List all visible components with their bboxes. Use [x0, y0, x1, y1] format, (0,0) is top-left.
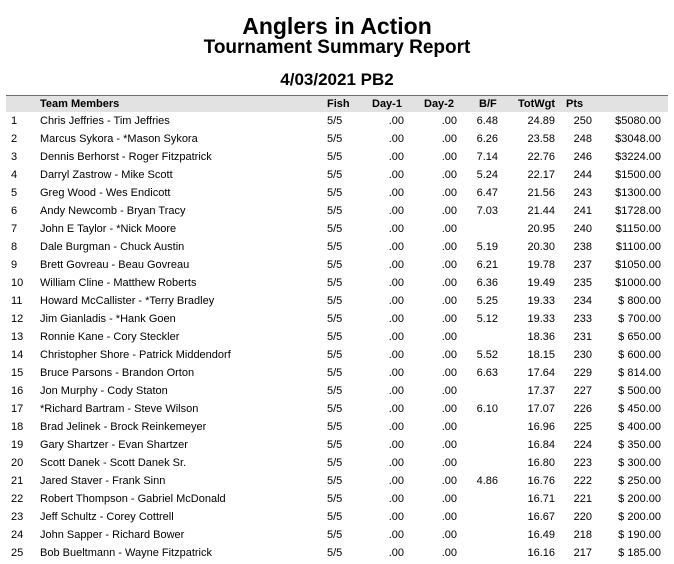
big-fish-cell: 5.52 — [476, 349, 498, 361]
total-weight-cell: 17.07 — [527, 403, 555, 415]
fish-cell: 5/5 — [327, 403, 343, 415]
team-members-cell: Jon Murphy - Cody Staton — [40, 385, 168, 397]
fish-cell: 5/5 — [327, 277, 343, 289]
table-row — [0, 238, 674, 256]
big-fish-cell: 6.36 — [476, 277, 498, 289]
rank-cell: 21 — [11, 475, 24, 487]
rank-cell: 9 — [11, 259, 18, 271]
points-cell: 237 — [573, 259, 592, 271]
winnings-cell: $1150.00 — [615, 223, 661, 235]
big-fish-cell: 5.12 — [476, 313, 498, 325]
table-row — [0, 256, 674, 274]
team-members-cell: Christopher Shore - Patrick Middendorf — [40, 349, 231, 361]
day1-cell: .00 — [388, 151, 404, 163]
day2-cell: .00 — [441, 259, 457, 271]
table-row — [0, 418, 674, 436]
total-weight-cell: 21.56 — [527, 187, 555, 199]
rank-cell: 12 — [11, 313, 24, 325]
rank-cell: 18 — [11, 421, 24, 433]
day2-cell: .00 — [441, 511, 457, 523]
rank-cell: 10 — [11, 277, 24, 289]
day2-cell: .00 — [441, 115, 457, 127]
table-row — [0, 220, 674, 238]
winnings-cell: $ 500.00 — [618, 385, 661, 397]
day2-cell: .00 — [441, 223, 457, 235]
total-weight-cell: 19.78 — [527, 259, 555, 271]
big-fish-cell: 5.25 — [476, 295, 498, 307]
winnings-cell: $ 200.00 — [618, 493, 661, 505]
day1-cell: .00 — [388, 277, 404, 289]
table-row — [0, 400, 674, 418]
total-weight-cell: 20.30 — [527, 241, 555, 253]
table-row — [0, 490, 674, 508]
fish-cell: 5/5 — [327, 313, 343, 325]
day1-cell: .00 — [388, 403, 404, 415]
day1-cell: .00 — [388, 169, 404, 181]
fish-cell: 5/5 — [327, 259, 343, 271]
winnings-cell: $1100.00 — [615, 241, 661, 253]
rank-cell: 23 — [11, 511, 24, 523]
total-weight-cell: 17.64 — [527, 367, 555, 379]
rank-cell: 25 — [11, 547, 24, 559]
fish-cell: 5/5 — [327, 475, 343, 487]
team-members-cell: William Cline - Matthew Roberts — [40, 277, 197, 289]
day1-cell: .00 — [388, 511, 404, 523]
rank-cell: 5 — [11, 187, 18, 199]
day1-cell: .00 — [388, 385, 404, 397]
points-cell: 221 — [573, 493, 592, 505]
total-weight-cell: 23.58 — [527, 133, 555, 145]
table-row — [0, 526, 674, 544]
team-members-cell: Jared Staver - Frank Sinn — [40, 475, 166, 487]
fish-cell: 5/5 — [327, 133, 343, 145]
winnings-cell: $ 350.00 — [618, 439, 661, 451]
points-cell: 248 — [573, 133, 592, 145]
team-members-cell: Jeff Schultz - Corey Cottrell — [40, 511, 174, 523]
table-row — [0, 130, 674, 148]
day2-cell: .00 — [441, 475, 457, 487]
big-fish-cell: 6.21 — [476, 259, 498, 271]
winnings-cell: $ 200.00 — [618, 511, 661, 523]
team-members-cell: Howard McCallister - *Terry Bradley — [40, 295, 215, 307]
points-cell: 235 — [573, 277, 592, 289]
header-team: Team Members — [40, 98, 120, 110]
header-fish: Fish — [327, 98, 350, 110]
points-cell: 223 — [573, 457, 592, 469]
table-row — [0, 274, 674, 292]
report-title: Anglers in Action — [242, 13, 432, 39]
day2-cell: .00 — [441, 295, 457, 307]
winnings-cell: $3224.00 — [615, 151, 661, 163]
table-row — [0, 292, 674, 310]
table-row — [0, 148, 674, 166]
fish-cell: 5/5 — [327, 439, 343, 451]
fish-cell: 5/5 — [327, 295, 343, 307]
day1-cell: .00 — [388, 529, 404, 541]
header-day2: Day-2 — [424, 98, 454, 110]
day2-cell: .00 — [441, 403, 457, 415]
total-weight-cell: 19.49 — [527, 277, 555, 289]
day1-cell: .00 — [388, 259, 404, 271]
rank-cell: 17 — [11, 403, 24, 415]
team-members-cell: Andy Newcomb - Bryan Tracy — [40, 205, 186, 217]
day2-cell: .00 — [441, 421, 457, 433]
points-cell: 222 — [573, 475, 592, 487]
header-pts: Pts — [566, 98, 584, 110]
winnings-cell: $ 600.00 — [618, 349, 661, 361]
day2-cell: .00 — [441, 529, 457, 541]
team-members-cell: Scott Danek - Scott Danek Sr. — [40, 457, 187, 469]
header-totwgt: TotWgt — [518, 98, 556, 110]
team-members-cell: Bruce Parsons - Brandon Orton — [40, 367, 195, 379]
points-cell: 240 — [573, 223, 592, 235]
rank-cell: 24 — [11, 529, 24, 541]
day1-cell: .00 — [388, 295, 404, 307]
day2-cell: .00 — [441, 277, 457, 289]
rank-cell: 16 — [11, 385, 24, 397]
big-fish-cell: 6.10 — [476, 403, 498, 415]
big-fish-cell: 6.26 — [476, 133, 498, 145]
team-members-cell: Bob Bueltmann - Wayne Fitzpatrick — [40, 547, 212, 559]
rank-cell: 13 — [11, 331, 24, 343]
fish-cell: 5/5 — [327, 151, 343, 163]
total-weight-cell: 19.33 — [527, 313, 555, 325]
header-day1: Day-1 — [372, 98, 402, 110]
report-subtitle: Tournament Summary Report — [203, 37, 471, 58]
day2-cell: .00 — [441, 169, 457, 181]
total-weight-cell: 20.95 — [527, 223, 555, 235]
day2-cell: .00 — [441, 241, 457, 253]
day1-cell: .00 — [388, 367, 404, 379]
rank-cell: 3 — [11, 151, 18, 163]
points-cell: 217 — [573, 547, 592, 559]
table-row — [0, 184, 674, 202]
day2-cell: .00 — [441, 187, 457, 199]
rank-cell: 4 — [11, 169, 18, 181]
table-row — [0, 202, 674, 220]
table-row — [0, 328, 674, 346]
winnings-cell: $ 400.00 — [618, 421, 661, 433]
rank-cell: 22 — [11, 493, 24, 505]
points-cell: 218 — [573, 529, 592, 541]
fish-cell: 5/5 — [327, 331, 343, 343]
rank-cell: 7 — [11, 223, 18, 235]
table-row — [0, 508, 674, 526]
winnings-cell: $ 700.00 — [618, 313, 661, 325]
winnings-cell: $ 250.00 — [618, 475, 661, 487]
day2-cell: .00 — [441, 385, 457, 397]
table-row — [0, 310, 674, 328]
total-weight-cell: 16.71 — [527, 493, 555, 505]
points-cell: 243 — [573, 187, 592, 199]
day2-cell: .00 — [441, 493, 457, 505]
total-weight-cell: 16.80 — [527, 457, 555, 469]
day1-cell: .00 — [388, 439, 404, 451]
day1-cell: .00 — [388, 115, 404, 127]
fish-cell: 5/5 — [327, 367, 343, 379]
winnings-cell: $5080.00 — [615, 115, 661, 127]
fish-cell: 5/5 — [327, 511, 343, 523]
fish-cell: 5/5 — [327, 493, 343, 505]
big-fish-cell: 6.48 — [476, 115, 498, 127]
winnings-cell: $1000.00 — [615, 277, 661, 289]
winnings-cell: $ 185.00 — [618, 547, 661, 559]
winnings-cell: $ 450.00 — [618, 403, 661, 415]
team-members-cell: Brad Jelinek - Brock Reinkemeyer — [40, 421, 207, 433]
team-members-cell: Ronnie Kane - Cory Steckler — [40, 331, 180, 343]
winnings-cell: $ 800.00 — [618, 295, 661, 307]
team-members-cell: Gary Shartzer - Evan Shartzer — [40, 439, 188, 451]
rank-cell: 8 — [11, 241, 18, 253]
rank-cell: 19 — [11, 439, 24, 451]
fish-cell: 5/5 — [327, 241, 343, 253]
team-members-cell: Greg Wood - Wes Endicott — [40, 187, 171, 199]
fish-cell: 5/5 — [327, 421, 343, 433]
team-members-cell: Darryl Zastrow - Mike Scott — [40, 169, 173, 181]
team-members-cell: Robert Thompson - Gabriel McDonald — [40, 493, 226, 505]
points-cell: 250 — [573, 115, 592, 127]
day2-cell: .00 — [441, 331, 457, 343]
team-members-cell: Jim Gianladis - *Hank Goen — [40, 313, 176, 325]
table-header — [6, 95, 668, 112]
fish-cell: 5/5 — [327, 115, 343, 127]
fish-cell: 5/5 — [327, 205, 343, 217]
points-cell: 238 — [573, 241, 592, 253]
winnings-cell: $ 650.00 — [618, 331, 661, 343]
day1-cell: .00 — [388, 547, 404, 559]
fish-cell: 5/5 — [327, 187, 343, 199]
points-cell: 244 — [573, 169, 592, 181]
table-row — [0, 364, 674, 382]
day1-cell: .00 — [388, 205, 404, 217]
team-members-cell: Brett Govreau - Beau Govreau — [40, 259, 190, 271]
team-members-cell: Chris Jeffries - Tim Jeffries — [40, 115, 170, 127]
table-row — [0, 544, 674, 562]
team-members-cell: *Richard Bartram - Steve Wilson — [40, 403, 199, 415]
team-members-cell: Dennis Berhorst - Roger Fitzpatrick — [40, 151, 212, 163]
day1-cell: .00 — [388, 313, 404, 325]
winnings-cell: $1050.00 — [615, 259, 661, 271]
total-weight-cell: 18.36 — [527, 331, 555, 343]
points-cell: 225 — [573, 421, 592, 433]
fish-cell: 5/5 — [327, 169, 343, 181]
winnings-cell: $1300.00 — [615, 187, 661, 199]
table-row — [0, 166, 674, 184]
total-weight-cell: 19.33 — [527, 295, 555, 307]
big-fish-cell: 4.86 — [476, 475, 498, 487]
points-cell: 224 — [573, 439, 592, 451]
rank-cell: 14 — [11, 349, 24, 361]
day1-cell: .00 — [388, 241, 404, 253]
header-bf: B/F — [479, 98, 497, 110]
total-weight-cell: 16.16 — [527, 547, 555, 559]
total-weight-cell: 24.89 — [527, 115, 555, 127]
rank-cell: 20 — [11, 457, 24, 469]
points-cell: 229 — [573, 367, 592, 379]
rank-cell: 2 — [11, 133, 18, 145]
day2-cell: .00 — [441, 205, 457, 217]
day1-cell: .00 — [388, 349, 404, 361]
total-weight-cell: 17.37 — [527, 385, 555, 397]
table-row — [0, 472, 674, 490]
big-fish-cell: 6.47 — [476, 187, 498, 199]
day1-cell: .00 — [388, 133, 404, 145]
day1-cell: .00 — [388, 331, 404, 343]
day2-cell: .00 — [441, 457, 457, 469]
total-weight-cell: 22.76 — [527, 151, 555, 163]
team-members-cell: John E Taylor - *Nick Moore — [40, 223, 177, 235]
day2-cell: .00 — [441, 349, 457, 361]
points-cell: 220 — [573, 511, 592, 523]
big-fish-cell: 7.14 — [476, 151, 498, 163]
big-fish-cell: 5.24 — [476, 169, 498, 181]
rank-cell: 1 — [11, 115, 18, 127]
day1-cell: .00 — [388, 457, 404, 469]
day2-cell: .00 — [441, 313, 457, 325]
big-fish-cell: 7.03 — [476, 205, 498, 217]
winnings-cell: $1728.00 — [615, 205, 661, 217]
big-fish-cell: 6.63 — [476, 367, 498, 379]
fish-cell: 5/5 — [327, 385, 343, 397]
day2-cell: .00 — [441, 547, 457, 559]
team-members-cell: John Sapper - Richard Bower — [40, 529, 185, 541]
fish-cell: 5/5 — [327, 349, 343, 361]
winnings-cell: $ 814.00 — [618, 367, 661, 379]
day1-cell: .00 — [388, 475, 404, 487]
rank-cell: 11 — [11, 295, 23, 307]
fish-cell: 5/5 — [327, 529, 343, 541]
total-weight-cell: 18.15 — [527, 349, 555, 361]
total-weight-cell: 21.44 — [527, 205, 555, 217]
total-weight-cell: 16.84 — [527, 439, 555, 451]
points-cell: 241 — [573, 205, 592, 217]
big-fish-cell: 5.19 — [476, 241, 498, 253]
points-cell: 230 — [573, 349, 592, 361]
winnings-cell: $ 300.00 — [618, 457, 661, 469]
total-weight-cell: 16.49 — [527, 529, 555, 541]
table-row — [0, 454, 674, 472]
day2-cell: .00 — [441, 367, 457, 379]
fish-cell: 5/5 — [327, 457, 343, 469]
rank-cell: 6 — [11, 205, 18, 217]
fish-cell: 5/5 — [327, 223, 343, 235]
points-cell: 246 — [573, 151, 592, 163]
table-row — [0, 382, 674, 400]
points-cell: 231 — [573, 331, 592, 343]
day2-cell: .00 — [441, 151, 457, 163]
points-cell: 226 — [573, 403, 592, 415]
team-members-cell: Dale Burgman - Chuck Austin — [40, 241, 185, 253]
day2-cell: .00 — [441, 133, 457, 145]
total-weight-cell: 16.96 — [527, 421, 555, 433]
rank-cell: 15 — [11, 367, 24, 379]
team-members-cell: Marcus Sykora - *Mason Sykora — [40, 133, 198, 145]
day2-cell: .00 — [441, 439, 457, 451]
event-date-lake: 4/03/2021 PB2 — [280, 70, 394, 89]
table-row — [0, 436, 674, 454]
table-row — [0, 346, 674, 364]
total-weight-cell: 16.76 — [527, 475, 555, 487]
points-cell: 234 — [573, 295, 592, 307]
day1-cell: .00 — [388, 421, 404, 433]
day1-cell: .00 — [388, 223, 404, 235]
table-row — [0, 112, 674, 130]
points-cell: 227 — [573, 385, 592, 397]
day1-cell: .00 — [388, 187, 404, 199]
winnings-cell: $1500.00 — [615, 169, 661, 181]
total-weight-cell: 22.17 — [527, 169, 555, 181]
fish-cell: 5/5 — [327, 547, 343, 559]
total-weight-cell: 16.67 — [527, 511, 555, 523]
day1-cell: .00 — [388, 493, 404, 505]
winnings-cell: $3048.00 — [615, 133, 661, 145]
points-cell: 233 — [573, 313, 592, 325]
winnings-cell: $ 190.00 — [618, 529, 661, 541]
